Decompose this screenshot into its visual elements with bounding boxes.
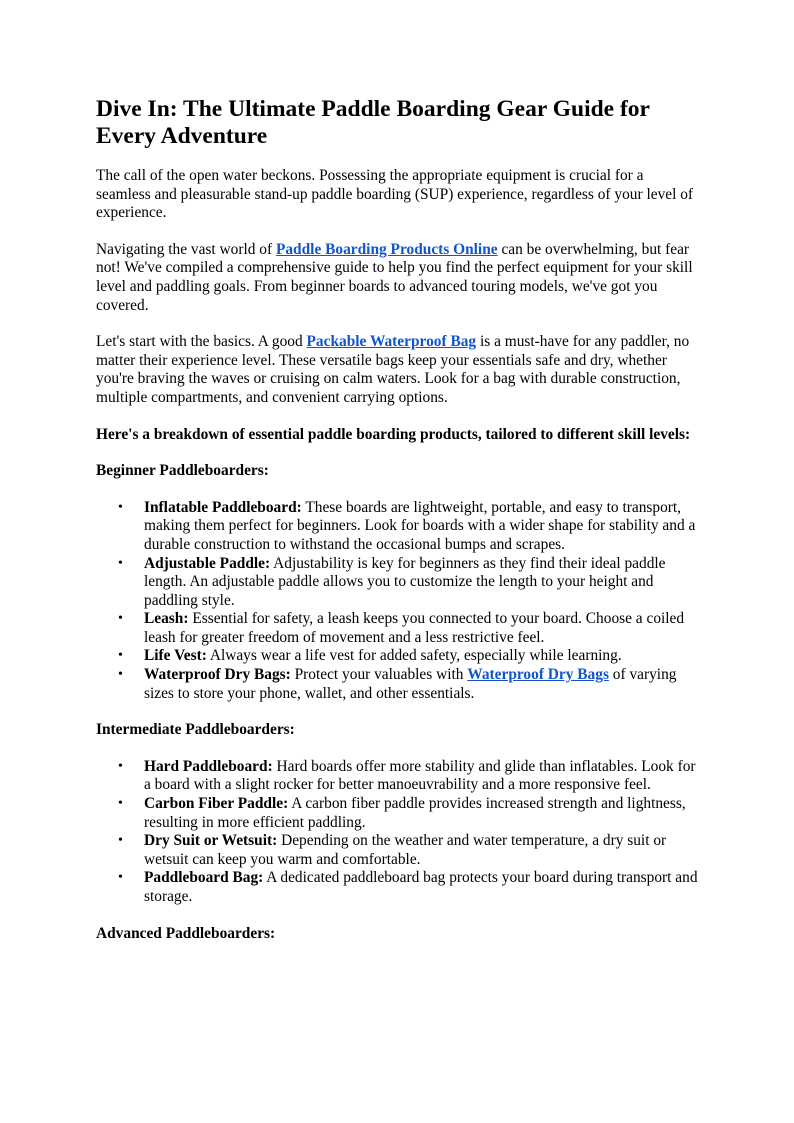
page-title: Dive In: The Ultimate Paddle Boarding Gear Guide for Every Adventure xyxy=(96,96,650,149)
item-text: Depending on the weather and water temperature, a dry suit or wetsuit can keep you warm and comfortable. xyxy=(144,832,667,868)
bullet-icon: • xyxy=(118,555,123,571)
list-item xyxy=(118,610,700,647)
bullet-icon: • xyxy=(118,758,123,774)
breakdown-heading: Here's a breakdown of essential paddle boarding products, tailored to different skill levels: xyxy=(96,425,691,443)
item-term: Carbon Fiber Paddle: xyxy=(144,795,289,813)
list-item xyxy=(118,869,700,906)
intermediate-list xyxy=(96,758,700,907)
item-term: Leash: xyxy=(144,610,189,628)
item-text: Adjustability is key for beginners as they find their ideal paddle length. An adjustable paddle allows you to customize the length to your height and paddling style. xyxy=(144,554,666,609)
paragraph-text: is a must-have for any paddler, no matter their experience level. These versatile bags keep your essentials safe and dry, whether you're braving the waves or cruising on calm waters. Look for a bag with durable construction, multiple compartments, and convenient carrying options. xyxy=(96,333,690,406)
bullet-icon: • xyxy=(118,796,123,812)
item-text: A dedicated paddleboard bag protects your board during transport and storage. xyxy=(144,869,698,905)
bullet-icon: • xyxy=(118,667,123,683)
item-text: Always wear a life vest for added safety, especially while learning. xyxy=(206,647,622,665)
list-item xyxy=(118,757,700,795)
item-text: A carbon fiber paddle provides increased strength and lightness, resulting in more efficient paddling. xyxy=(144,795,686,831)
list-item xyxy=(118,832,700,869)
item-text: Essential for safety, a leash keeps you connected to your board. Choose a coiled leash for greater freedom of movement and a less restrictive feel. xyxy=(144,610,685,646)
bullet-icon: • xyxy=(118,648,123,664)
beginner-heading: Beginner Paddleboarders: xyxy=(96,462,269,480)
paragraph-text: can be overwhelming, but fear not! We've compiled a comprehensive guide to help you find the perfect equipment for your skill level and paddling goals. From beginner boards to advanced touring models, we've got you covered. xyxy=(96,240,693,314)
paragraph-text: Let's start with the basics. A good xyxy=(96,333,307,351)
bullet-icon: • xyxy=(118,833,123,849)
waterproof-bag-paragraph xyxy=(96,333,700,407)
intermediate-heading: Intermediate Paddleboarders: xyxy=(96,721,295,739)
item-text: of varying sizes to store your phone, wallet, and other essentials. xyxy=(144,666,677,702)
item-term: Hard Paddleboard: xyxy=(144,757,273,775)
intro-paragraph: The call of the open water beckons. Possessing the appropriate equipment is crucial for a seamless and pleasurable stand-up paddle boarding (SUP) experience, regardless of your level of experience. xyxy=(96,167,694,222)
advanced-heading: Advanced Paddleboarders: xyxy=(96,924,276,942)
products-online-paragraph xyxy=(96,241,700,315)
document-page xyxy=(96,96,700,961)
item-text: These boards are lightweight, portable, and easy to transport, making them perfect for beginners. Look for boards with a wider shape for stability and a durable construction to withstand the occasional bumps and scrapes. xyxy=(144,498,696,553)
waterproof-dry-bags-link[interactable]: Waterproof Dry Bags xyxy=(467,666,609,684)
list-item xyxy=(118,795,700,832)
item-term: Adjustable Paddle: xyxy=(144,554,271,572)
beginner-list xyxy=(96,499,700,704)
paragraph-text: Navigating the vast world of xyxy=(96,240,276,258)
list-item xyxy=(118,647,700,666)
item-term: Dry Suit or Wetsuit: xyxy=(144,832,278,850)
list-item xyxy=(118,554,700,611)
packable-waterproof-bag-link[interactable]: Packable Waterproof Bag xyxy=(306,333,477,351)
list-item xyxy=(118,498,700,555)
bullet-icon: • xyxy=(118,499,123,515)
item-text: Hard boards offer more stability and glide than inflatables. Look for a board with a slight rocker for better manoeuvrability and a more responsive feel. xyxy=(144,757,696,794)
item-term: Inflatable Paddleboard: xyxy=(144,498,302,516)
list-item xyxy=(118,666,700,703)
item-term: Life Vest: xyxy=(144,647,207,665)
bullet-icon: • xyxy=(118,611,123,627)
item-term: Waterproof Dry Bags: xyxy=(144,666,291,684)
item-term: Paddleboard Bag: xyxy=(144,869,264,887)
item-text: Protect your valuables with xyxy=(290,666,468,684)
paddle-boarding-products-link[interactable]: Paddle Boarding Products Online xyxy=(275,240,498,258)
bullet-icon: • xyxy=(118,870,123,886)
